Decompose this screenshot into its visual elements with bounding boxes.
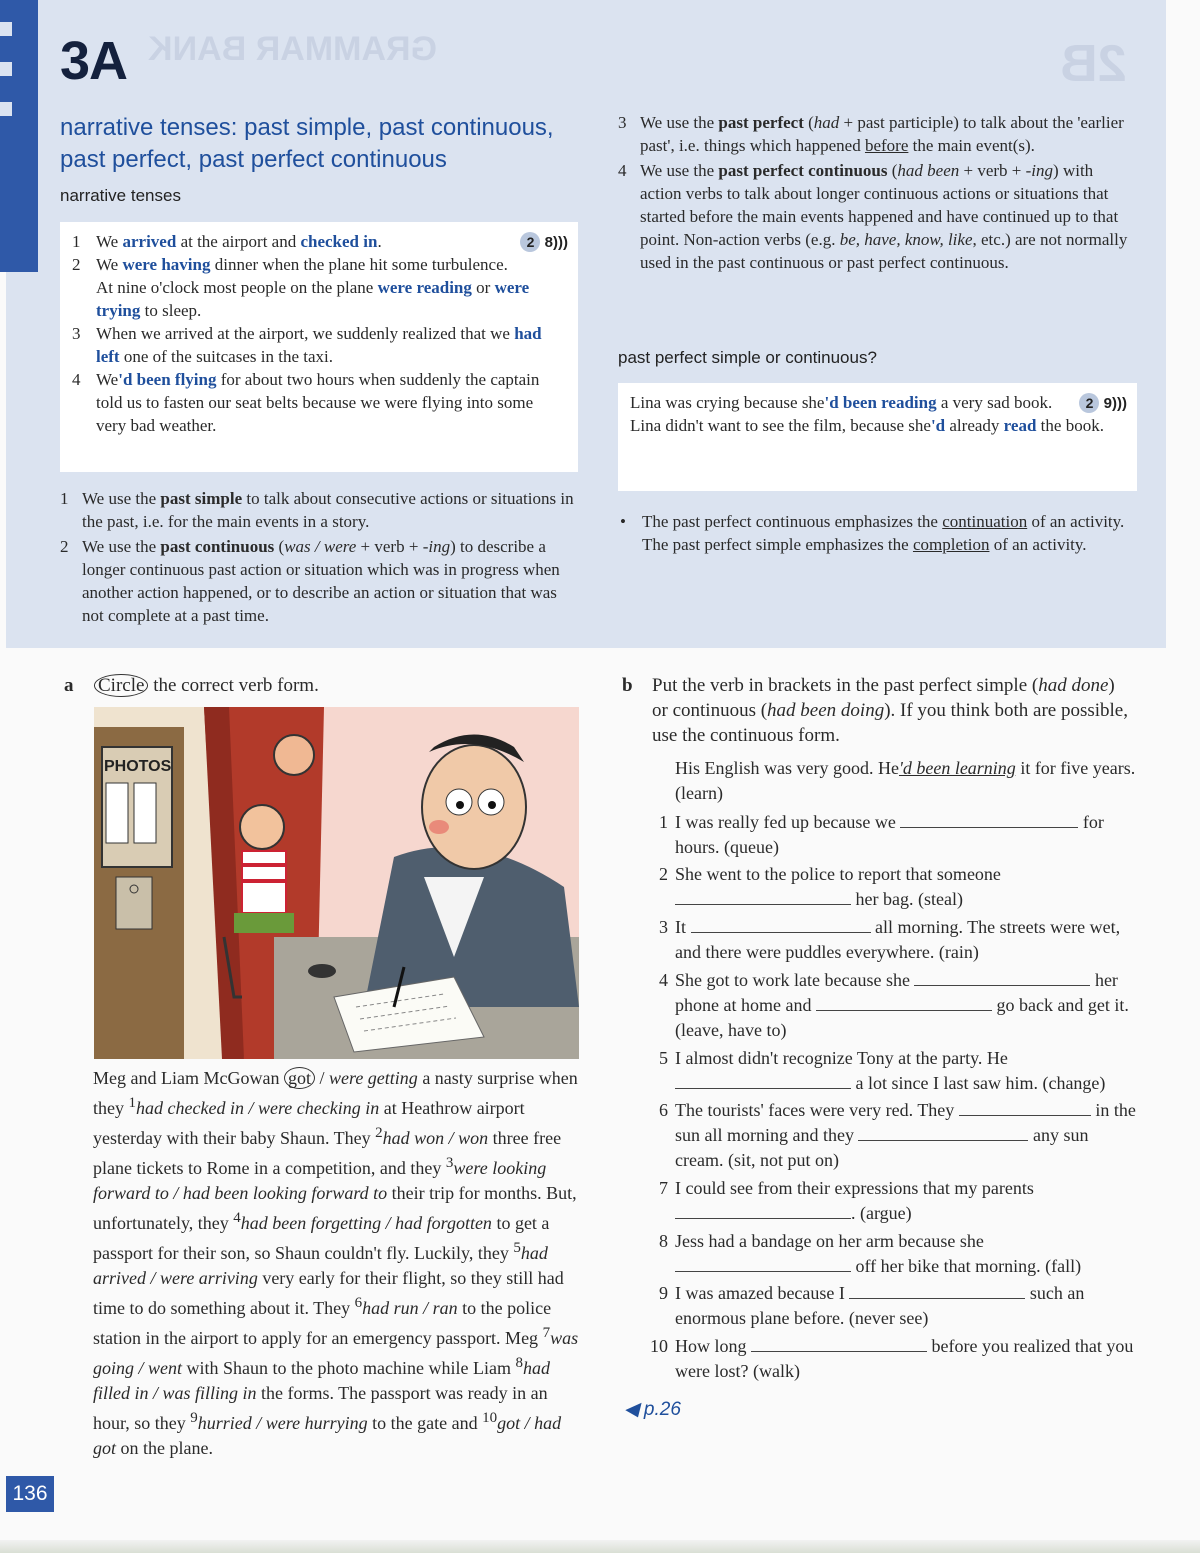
section-title: narrative tenses: past simple, past continuous, past perfect, past perfect continuous: [60, 114, 554, 173]
audio-track-8[interactable]: 2 8))): [520, 232, 568, 252]
answer-blank[interactable]: [675, 1073, 851, 1089]
answer-blank[interactable]: [858, 1125, 1028, 1141]
photos-sign-text: PHOTOS: [104, 758, 172, 775]
answer-blank[interactable]: [691, 917, 871, 933]
ghost-title: GRAMMAR BANK: [148, 30, 437, 68]
question-9: 9 I was amazed because I such an enormous plane before. (never see): [659, 1283, 1085, 1328]
answer-blank[interactable]: [751, 1336, 927, 1352]
exercise-a-passage: Meg and Liam McGowan got / were getting a nasty surprise when they $^1$had checked in / were checking in at Heathrow airport yesterday with their baby Shaun. They $^2$had won / won three free plane tickets to Rome in a competition, and they $^3$were looking forward to / had been looking forward to their trip for months. But, unfortunately, they $^4$had been forgetting / had forgotten to get a passport for their son, so Shaun couldn't fly. Luckily, they $^5$had arrived / were arriving very early for their flight, so they still had time to do something about it. They $^6$had run / ran to the police station in the airport to apply for an emergency passport. Meg $^7$was going / went with Shaun to the photo machine while Liam $^8$had filled in / was filling in the forms. The passport was ready in an hour, so they $^9$hurried / were hurrying to the gate and $^{10}$got / had got on the plane.: [93, 1068, 579, 1458]
rule-4: 4 We use the past perfect continuous (had been + verb + -ing) with action verbs to talk about longer continuous actions or situations that started before the main events happened and have continued up to that point. Non-action verbs (e.g. be, have, know, like, etc.) are not normally used in the past continuous or past perfect continuous.: [618, 161, 1128, 272]
cd-icon: 2: [1079, 393, 1099, 413]
airport-photo-booth-cartoon: [94, 707, 579, 1059]
circled-answer: got: [284, 1067, 315, 1089]
question-3: 3 It all morning. The streets were wet, and there were puddles everywhere. (rain): [659, 917, 1121, 962]
ghost-unit-code: 2B: [1060, 35, 1127, 93]
answer-blank[interactable]: [675, 1256, 851, 1272]
bullet-icon: •: [620, 512, 626, 531]
rule-1: 1 We use the past simple to talk about consecutive actions or situations in the past, i.e. for the main events in a story.: [60, 489, 574, 531]
exercise-a-heading: a Circle the correct verb form.: [64, 675, 319, 696]
sound-icon: ))): [1112, 395, 1127, 412]
answer-blank[interactable]: [959, 1100, 1091, 1116]
answer-blank[interactable]: [900, 812, 1078, 828]
example-1: 1 We arrived at the airport and checked in.: [72, 232, 382, 251]
rules-right: [618, 111, 1134, 274]
side-tab-bar: [0, 0, 38, 272]
page-reference-link[interactable]: ◀ p.26: [624, 1399, 681, 1420]
rule-2: 2 We use the past continuous (was / were + verb + -ing) to describe a longer continuous past action or situation which was in progress when another action happened, or to describe an action or situation that was not complete at a past time.: [60, 537, 560, 625]
bullet-note: • The past perfect continuous emphasizes the continuation of an activity. The past perfect simple emphasizes the completion of an activity.: [620, 512, 1125, 554]
narrative-examples-box: [60, 222, 578, 472]
page-number: 136: [6, 1476, 54, 1512]
example-3: 3 When we arrived at the airport, we suddenly realized that we had left one of the suitcases in the taxi.: [72, 324, 542, 366]
example-2: 2 We were having dinner when the plane hit some turbulence.: [72, 255, 508, 274]
ppsc-example-2: Lina didn't want to see the film, because she'd already read the book.: [630, 416, 1104, 435]
question-8: 8 Jess had a bandage on her arm because she off her bike that morning. (fall): [659, 1231, 1082, 1276]
answer-blank[interactable]: [849, 1283, 1025, 1299]
bottom-edge: [0, 1540, 1200, 1553]
question-2: 2 She went to the police to report that someone her bag. (steal): [659, 864, 1001, 909]
exercise-b-heading: b Put the verb in brackets in the past perfect simple (had done) or continuous (had been doing). If you think both are possible, use the continuous form.: [622, 675, 1128, 746]
answer-blank[interactable]: [675, 889, 851, 905]
subheading-narrative-tenses: narrative tenses: [60, 186, 181, 205]
exercise-b-example: His English was very good. He'd been learning it for five years. (learn): [675, 758, 1136, 803]
answer-blank[interactable]: [914, 970, 1090, 986]
question-5: 5 I almost didn't recognize Tony at the party. He a lot since I last saw him. (change): [659, 1048, 1106, 1093]
ppsc-examples-box: [618, 383, 1137, 491]
rules-left: [60, 487, 580, 627]
cartoon-illustration: [94, 707, 579, 1059]
answer-blank[interactable]: [675, 1203, 851, 1219]
example-2b: At nine o'clock most people on the plane were reading or were trying to sleep.: [96, 278, 530, 320]
ppsc-example-1: Lina was crying because she'd been reading a very sad book.: [630, 393, 1053, 412]
question-4: 4 She got to work late because she her phone at home and go back and get it. (leave, have to): [659, 970, 1129, 1040]
unit-code: 3A: [60, 31, 128, 91]
question-7: 7 I could see from their expressions that my parents . (argue): [659, 1178, 1034, 1223]
question-1: 1 I was really fed up because we for hours. (queue): [659, 812, 1104, 857]
example-4: 4 We'd been flying for about two hours when suddenly the captain told us to fasten our seat belts because we were flying into some very bad weather.: [72, 370, 540, 435]
sound-icon: ))): [553, 234, 568, 251]
question-10: 10 How long before you realized that you were lost? (walk): [650, 1336, 1134, 1381]
rule-3: 3 We use the past perfect (had + past participle) to talk about the 'earlier past', i.e. things which happened before the main event(s).: [618, 113, 1124, 155]
answer-blank[interactable]: [816, 995, 992, 1011]
audio-track-9[interactable]: 2 9))): [1079, 393, 1127, 413]
question-6: 6 The tourists' faces were very red. They in the sun all morning and they any sun cream. (sit, not put on): [659, 1100, 1136, 1170]
cd-icon: 2: [520, 232, 540, 252]
back-arrow-icon: ◀: [624, 1399, 639, 1420]
subheading-ppsc: past perfect simple or continuous?: [618, 348, 877, 367]
